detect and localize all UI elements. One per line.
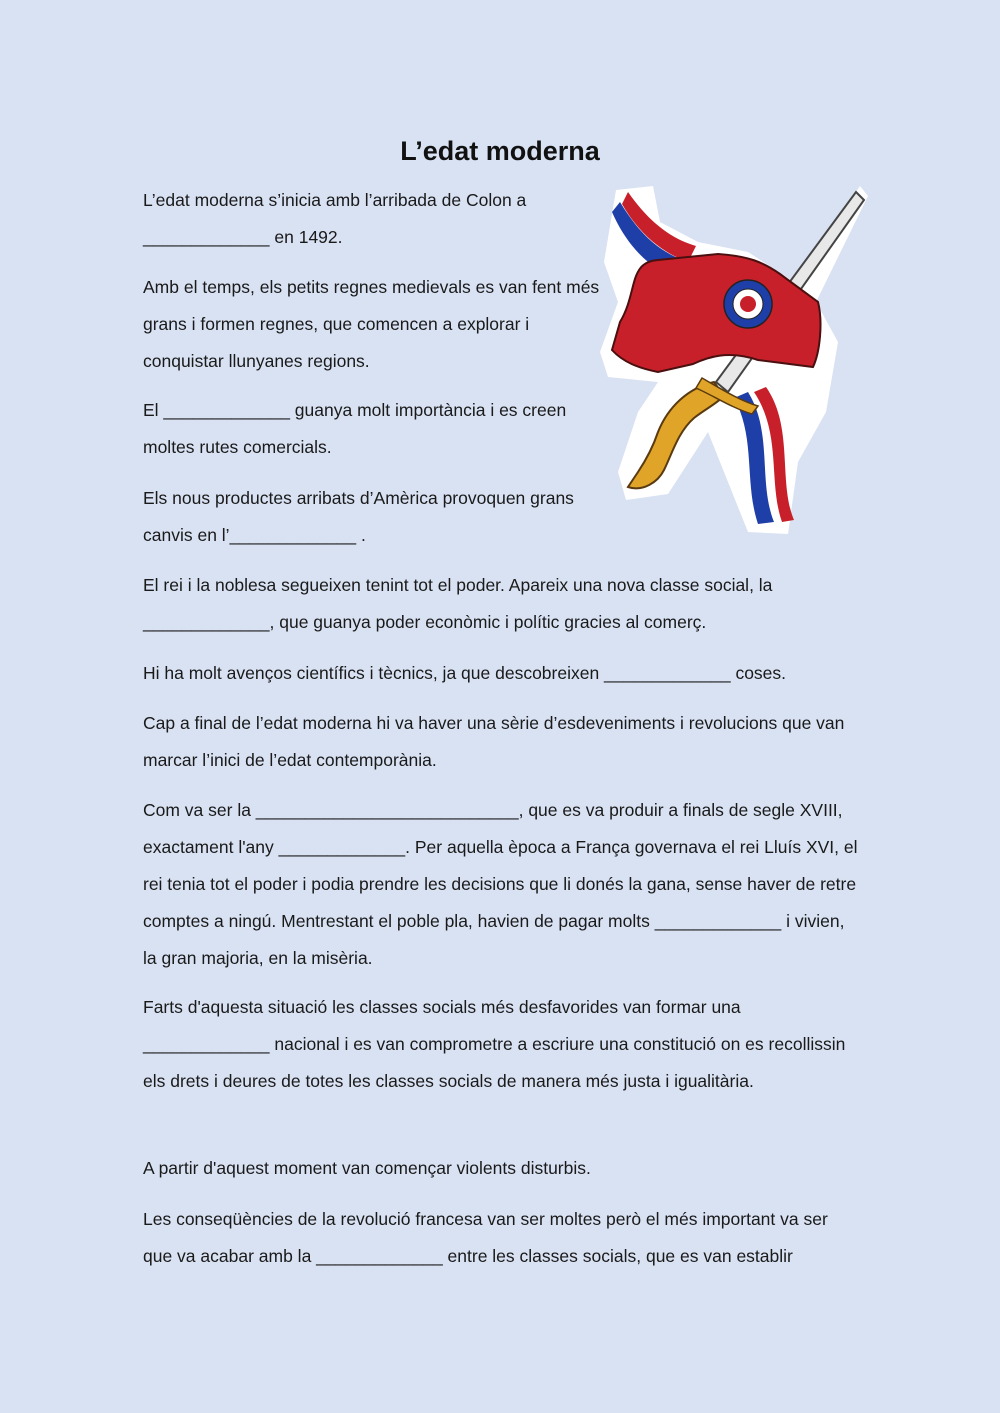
paragraph-colon: L’edat moderna s’inicia amb l’arribada de Colon a _____________ en 1492.	[143, 190, 527, 247]
paragraph-revolucio-francesa: Com va ser la ___________________________, que es va produir a finals de segle XVIII, exactament l'any _____________. Per aquella època a França governava el rei Lluís XVI, el rei tenia tot el poder i podia prendre les decisions que li donés la gana, sense haver de retre comptes a ningú. Mentrestant el poble pla, havien de pagar molts _____________ i vivien, la gran majoria, en la misèria.	[143, 800, 858, 968]
bicorne-hat-sword-icon	[598, 182, 870, 538]
paragraph-avencos: Hi ha molt avenços científics i tècnics, ja que descobreixen _____________ coses.	[143, 663, 787, 683]
paragraph-revolucions: Cap a final de l’edat moderna hi va haver una sèrie d’esdeveniments i revolucions que van marcar l’inici de l’edat contemporània.	[143, 713, 845, 770]
paragraph-comerc: El _____________ guanya molt importància i es creen moltes rutes comercials.	[143, 400, 567, 457]
paragraph-assemblea: Farts d'aquesta situació les classes socials més desfavorides van formar una _____________ nacional i es van comprometre a escriure una constitució on es recollissin els drets i deures de totes les classes socials de manera més justa i igualitària.	[143, 997, 846, 1091]
paragraph-productes: Els nous productes arribats d’Amèrica provoquen grans canvis en l’_____________ .	[143, 488, 574, 545]
paragraph-disturbis: A partir d'aquest moment van començar violents disturbis.	[143, 1158, 591, 1178]
paragraph-consequencies: Les conseqüències de la revolució francesa van ser moltes però el més important va ser que va acabar amb la _____________ entre les classes socials, que es van establir	[143, 1209, 828, 1266]
paragraph-burgesia: El rei i la noblesa segueixen tenint tot el poder. Apareix una nova classe social, la _____________, que guanya poder econòmic i polític gracies al comerç.	[143, 575, 773, 632]
page-title: L’edat moderna	[400, 136, 600, 167]
paragraph-regnes: Amb el temps, els petits regnes medievals es van fent més grans i formen regnes, que comencen a explorar i conquistar llunyanes regions.	[143, 277, 600, 371]
